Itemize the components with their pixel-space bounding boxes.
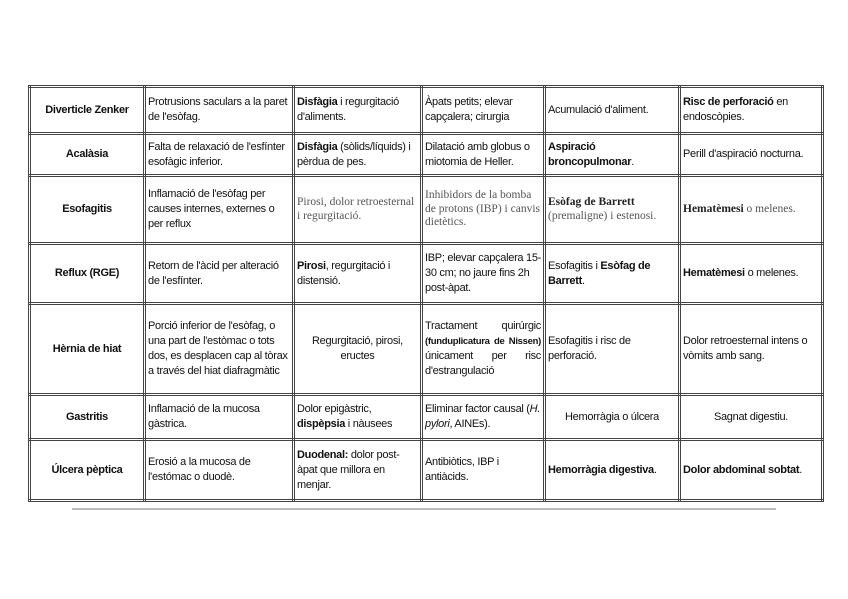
- treatment-text: Inhibidors de la bomba de protons (IBP) i canvis dietètics.: [425, 189, 540, 229]
- warning-cell: [680, 244, 823, 304]
- table-row: [30, 87, 823, 134]
- table-row: [30, 304, 823, 395]
- treatment-text: Antibiòtics, IBP i antiàcids.: [425, 456, 499, 483]
- symptoms-emphasis: Pirosi: [297, 259, 326, 272]
- treatment-cell: [422, 134, 545, 176]
- complications-cell: [545, 304, 680, 395]
- complications-cell: [545, 244, 680, 304]
- digestive-disorders-table: [28, 85, 824, 502]
- symptoms-text: Dolor epigàstric,: [297, 403, 372, 415]
- description-text: Falta de relaxació de l'esfínter esofàgic inferior.: [148, 140, 285, 168]
- symptoms-cell: [294, 244, 422, 304]
- complications-text: .: [653, 463, 657, 476]
- complications-emphasis: Esòfag de Barrett: [548, 196, 635, 208]
- warning-emphasis: Dolor abdominal sobtat: [683, 463, 800, 476]
- warning-text: en endoscòpies.: [683, 96, 788, 123]
- description-text: Inflamació de la mucosa gàstrica.: [148, 403, 260, 430]
- symptoms-emphasis: Disfàgia: [297, 96, 338, 108]
- complications-cell: [545, 176, 680, 244]
- description-cell: [145, 440, 294, 501]
- symptoms-cell: [294, 304, 422, 395]
- condition-name: Diverticle Zenker: [30, 87, 145, 134]
- symptoms-text: Regurgitació, pirosi, eructes: [312, 335, 403, 362]
- table-row: [30, 395, 823, 440]
- warning-cell: [680, 87, 823, 134]
- condition-name: Esofagitis: [30, 176, 145, 244]
- complications-cell: [545, 134, 680, 176]
- complications-emphasis: Aspiració broncopulmonar: [548, 140, 632, 168]
- warning-text: Dolor retroesternal intens o vòmits amb sang.: [683, 335, 808, 362]
- complications-cell: [545, 87, 680, 134]
- condition-name: Hèrnia de hiat: [30, 304, 145, 395]
- table-row: [30, 244, 823, 304]
- symptoms-cell: [294, 395, 422, 440]
- treatment-text: IBP; elevar capçalera 15-30 cm; no jaure fins 2h post-àpat.: [425, 252, 542, 294]
- warning-text: Sagnat digestiu.: [713, 410, 789, 423]
- symptoms-text: i nàusees: [345, 418, 393, 430]
- treatment-cell: [422, 440, 545, 501]
- warning-cell: [680, 395, 823, 440]
- treatment-emphasis: (funduplicatura de Nissen): [425, 336, 541, 347]
- complications-cell: [545, 440, 680, 501]
- warning-emphasis: Risc de perforació: [683, 96, 774, 108]
- treatment-text: únicament per risc d'estrangulació: [425, 350, 541, 377]
- description-cell: [145, 87, 294, 134]
- treatment-italic: H. pylori: [425, 403, 541, 430]
- warning-emphasis: Hematèmesi: [683, 202, 744, 215]
- treatment-text: , AINEs).: [449, 418, 491, 430]
- complications-text: Acumulació d'aliment.: [548, 103, 649, 116]
- symptoms-cell: [294, 87, 422, 134]
- description-cell: [145, 395, 294, 440]
- description-cell: [145, 304, 294, 395]
- complications-text: Esofagitis i: [548, 259, 601, 272]
- treatment-text: Eliminar factor causal (: [425, 403, 530, 415]
- warning-cell: [680, 134, 823, 176]
- treatment-text: Tractament quirúrgic: [425, 320, 541, 332]
- description-text: Inflamació de l'esòfag per causes internes, externes o per reflux: [148, 188, 275, 230]
- treatment-cell: [422, 176, 545, 244]
- complications-emphasis: Hemorràgia digestiva: [548, 463, 654, 476]
- description-cell: [145, 244, 294, 304]
- symptoms-emphasis: dispèpsia: [297, 418, 346, 430]
- page-divider: [72, 508, 776, 510]
- table-row: [30, 134, 823, 176]
- symptoms-text: , regurgitació i distensió.: [297, 259, 391, 287]
- table-row: [30, 440, 823, 501]
- warning-text: o melenes.: [743, 202, 796, 215]
- complications-text: .: [631, 155, 634, 168]
- warning-text: .: [799, 463, 803, 476]
- warning-text: Perill d'aspiració nocturna.: [683, 148, 804, 160]
- complications-text: (premaligne) i estenosi.: [548, 209, 657, 222]
- description-text: Erosió a la mucosa de l'estómac o duodè.: [148, 456, 251, 483]
- description-text: Porció inferior de l'esòfag, o una part de l'estòmac o tots dos, es desplacen cap al tòrax a través del hiat diafragmàtic: [148, 320, 288, 377]
- complications-text: Hemorràgia o úlcera: [565, 410, 659, 423]
- warning-emphasis: Hematèmesi: [683, 267, 745, 279]
- treatment-text: Dilatació amb globus o miotomia de Heller.: [425, 140, 530, 168]
- warning-cell: [680, 176, 823, 244]
- description-text: Retorn de l'àcid per alteració de l'esfínter.: [148, 259, 279, 287]
- treatment-cell: [422, 244, 545, 304]
- description-cell: [145, 176, 294, 244]
- complications-text: Esofagitis i risc de perforació.: [548, 335, 631, 362]
- description-text: Protrusions saculars a la paret de l'esòfag.: [148, 96, 288, 123]
- symptoms-text: dolor post-àpat que millora en menjar.: [297, 448, 400, 491]
- symptoms-cell: [294, 176, 422, 244]
- condition-name: Reflux (RGE): [30, 244, 145, 304]
- treatment-text: Àpats petits; elevar capçalera; cirurgia: [425, 96, 513, 123]
- complications-emphasis: Esòfag de Barrett: [548, 259, 651, 287]
- symptoms-text: Pirosi, dolor retroesternal i regurgitació.: [297, 196, 415, 222]
- treatment-cell: [422, 87, 545, 134]
- treatment-cell: [422, 395, 545, 440]
- complications-cell: [545, 395, 680, 440]
- complications-text: .: [581, 274, 585, 287]
- treatment-cell: [422, 304, 545, 395]
- warning-cell: [680, 440, 823, 501]
- symptoms-cell: [294, 440, 422, 501]
- warning-text: o melenes.: [744, 267, 799, 279]
- symptoms-text: i regurgitació d'aliments.: [297, 96, 399, 123]
- condition-name: Úlcera pèptica: [30, 440, 145, 501]
- description-cell: [145, 134, 294, 176]
- table-row: [30, 176, 823, 244]
- warning-cell: [680, 304, 823, 395]
- symptoms-emphasis: Duodenal:: [297, 448, 349, 461]
- symptoms-cell: [294, 134, 422, 176]
- condition-name: Acalàsia: [30, 134, 145, 176]
- condition-name: Gastritis: [30, 395, 145, 440]
- symptoms-emphasis: Disfàgia: [297, 140, 338, 153]
- symptoms-text: (sòlids/líquids) i pèrdua de pes.: [297, 140, 411, 168]
